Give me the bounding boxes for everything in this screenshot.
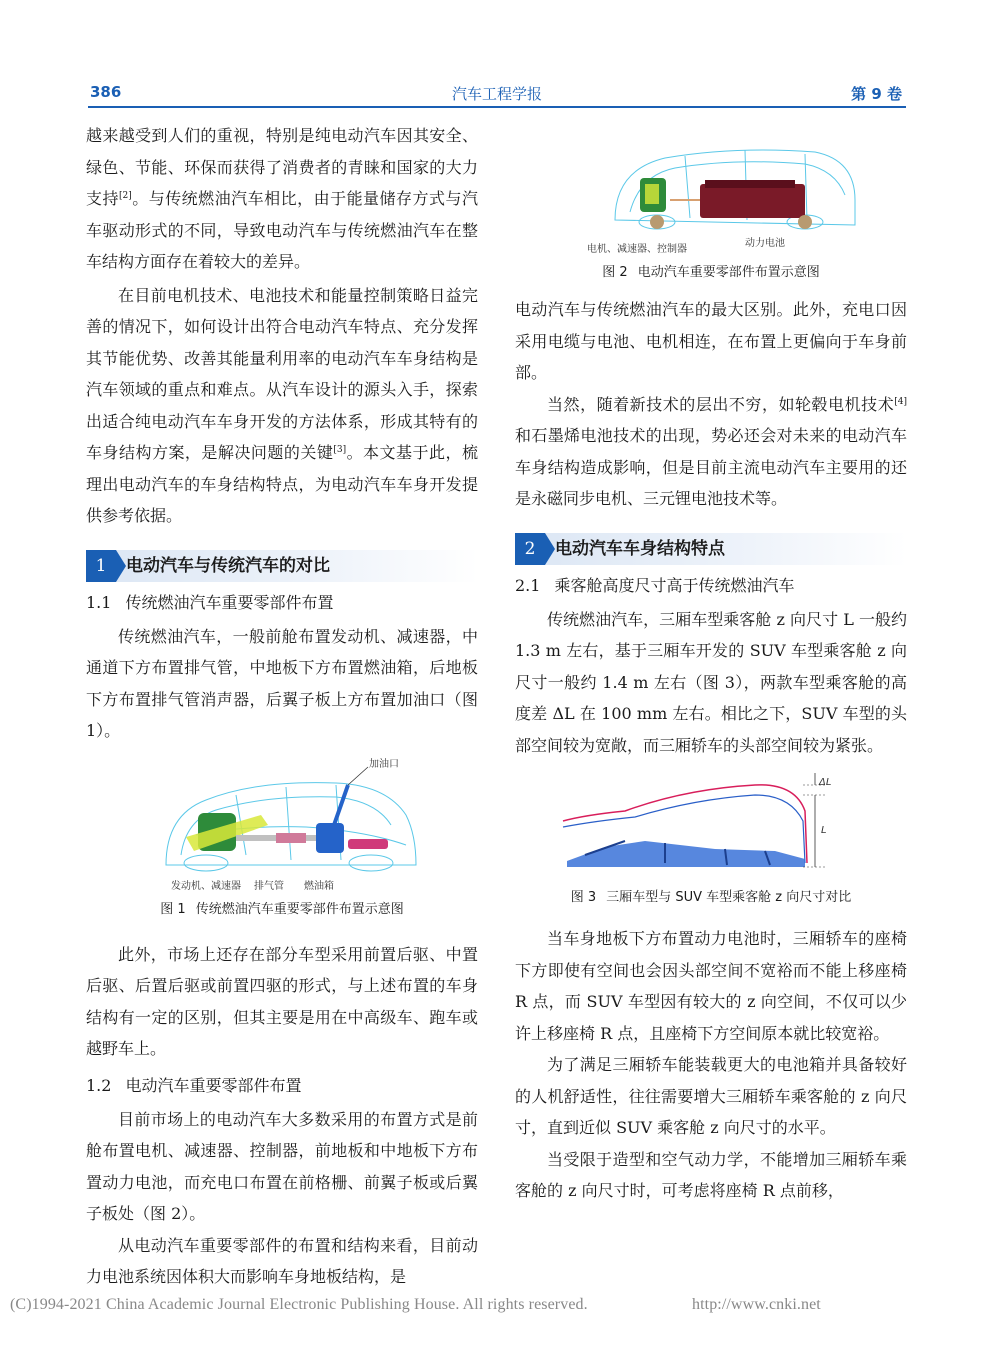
fig2-label-motor: 电机、减速器、控制器 bbox=[587, 244, 687, 255]
citation-ref[interactable]: [4] bbox=[894, 396, 907, 407]
figure-3-image bbox=[515, 771, 907, 881]
figure-1-image bbox=[86, 755, 478, 895]
paragraph: 在目前电机技术、电池技术和能量控制策略日益完善的情况下，如何设计出符合电动汽车特点、充分发挥其节能优势、改善其能量利用率的电动汽车车身结构是汽车领域的重点和难点。从汽车设计的源头入手，探索出适合纯电动汽车车身开发的方法体系，形成其特有的车身结构方案，是解决问题的关键[3]。本文基于此，梳理出电动汽车的车身结构特点，为电动汽车车身开发提供参考依据。 bbox=[86, 285, 478, 525]
figure-2-caption: 图 2 电动汽车重要零部件布置示意图 bbox=[602, 265, 820, 280]
battery-pack bbox=[700, 184, 805, 218]
paragraph: 此外，市场上还存在部分车型采用前置后驱、中置后驱、后置后驱或前置四驱的形式，与上述布置的车身结构有一定的区别，但其主要是用在中高级车、跑车或越野车上。 bbox=[86, 944, 478, 1058]
figure-1-caption: 图 1 传统燃油汽车重要零部件布置示意图 bbox=[160, 901, 404, 917]
journal-title: 汽车工程学报 bbox=[451, 85, 542, 103]
citation-ref[interactable]: [2] bbox=[118, 191, 132, 201]
fig2-label-battery: 动力电池 bbox=[745, 238, 785, 249]
fig3-label-l: L bbox=[821, 825, 827, 836]
figure-3 bbox=[515, 771, 907, 881]
copyright-footer bbox=[10, 1296, 982, 1314]
fig3-label-delta-l: ΔL bbox=[819, 777, 832, 788]
citation-ref[interactable]: [3] bbox=[333, 445, 347, 455]
copyright-text: (C)1994-2021 China Academic Journal Electronic Publishing House. All rights reserved. bbox=[10, 1296, 588, 1313]
paragraph: 传统燃油汽车，一般前舱布置发动机、减速器，中通道下方布置排气管，中地板下方布置燃油箱，后地板下方布置排气管消声器，后翼子板上方布置加油口（图 1）。 bbox=[86, 626, 478, 740]
fig1-label-tank: 燃油箱 bbox=[304, 880, 334, 892]
figure-3-caption: 图 3 三厢车型与 SUV 车型乘客舱 z 向尺寸对比 bbox=[570, 890, 852, 905]
left-column bbox=[86, 120, 478, 1293]
subsection-heading-2-1: 2.1 乘客舱高度尺寸高于传统燃油汽车 bbox=[515, 575, 795, 595]
section-title: 电动汽车与传统汽车的对比 bbox=[126, 555, 330, 576]
paragraph: 为了满足三厢轿车能装载更大的电池箱并具备较好的人机舒适性，往往需要增大三厢轿车乘客舱的 z 向尺寸，直到近似 SUV 乘客舱 z 向尺寸的水平。 bbox=[515, 1055, 907, 1137]
cnki-link[interactable]: http://www.cnki.net bbox=[692, 1296, 821, 1313]
section-heading-1 bbox=[86, 550, 478, 582]
figure-2 bbox=[515, 140, 907, 258]
section-number: 2 bbox=[515, 533, 545, 565]
paragraph: 当受限于造型和空气动力学，不能增加三厢轿车乘客舱的 z 向尺寸时，可考虑将座椅 R 点前移， bbox=[515, 1149, 907, 1200]
section-heading-2 bbox=[515, 533, 907, 565]
right-column bbox=[515, 140, 907, 1207]
subsection-heading-1-1: 1.1 传统燃油汽车重要零部件布置 bbox=[86, 592, 334, 612]
paragraph: 当车身地板下方布置动力电池时，三厢轿车的座椅下方即使有空间也会因头部空间不宽裕而不能上移座椅 R 点，而 SUV 车型因有较大的 z 向空间，不仅可以少许上移座椅 R 点，且座椅下方空间原本就比较宽裕。 bbox=[515, 929, 907, 1043]
volume-number: 第 9 卷 bbox=[851, 85, 902, 103]
paragraph: 当然，随着新技术的层出不穷，如轮毂电机技术[4]和石墨烯电池技术的出现，势必还会对未来的电动汽车车身结构造成影响，但是目前主流电动汽车主要用的还是永磁同步电机、三元锂电池技术等。 bbox=[515, 394, 907, 508]
running-header bbox=[88, 82, 906, 108]
fig1-label-engine: 发动机、减速器 bbox=[171, 880, 241, 892]
paragraph: 目前市场上的电动汽车大多数采用的布置方式是前舱布置电机、减速器、控制器，前地板和中地板下方布置动力电池，而充电口布置在前格栅、前翼子板或后翼子板处（图 2）。 bbox=[86, 1109, 478, 1223]
page-number: 386 bbox=[90, 83, 122, 101]
fuel-tank bbox=[316, 823, 344, 853]
section-number: 1 bbox=[86, 550, 116, 582]
subsection-heading-1-2: 1.2 电动汽车重要零部件布置 bbox=[86, 1075, 302, 1095]
figure-2-image bbox=[515, 140, 907, 258]
fig1-label-fuel-port: 加油口 bbox=[369, 758, 399, 770]
fig1-label-exhaust: 排气管 bbox=[254, 880, 284, 892]
figure-1 bbox=[86, 755, 478, 895]
paragraph: 越来越受到人们的重视，特别是纯电动汽车因其安全、绿色、节能、环保而获得了消费者的青睐和国家的大力支持[2]。与传统燃油汽车相比，由于能量储存方式与汽车驱动形式的不同，导致电动汽车与传统燃油汽车在整车结构方面存在着较大的差异。 bbox=[86, 126, 478, 271]
paragraph: 电动汽车与传统燃油汽车的最大区别。此外，充电口因采用电缆与电池、电机相连，在布置上更偏向于车身前部。 bbox=[515, 300, 907, 382]
paragraph: 从电动汽车重要零部件的布置和结构来看，目前动力电池系统因体积大而影响车身地板结构，是 bbox=[86, 1235, 478, 1286]
paragraph: 传统燃油汽车，三厢车型乘客舱 z 向尺寸 L 一般约 1.3 m 左右，基于三厢车开发的 SUV 车型乘客舱 z 向尺寸一般约 1.4 m 左右（图 3），两款车型乘客舱的高度差 ΔL 在 100 mm 左右。相比之下，SUV 车型的头部空间较为宽敞，而三厢轿车的头部空间较为紧张。 bbox=[515, 609, 907, 755]
section-title: 电动汽车车身结构特点 bbox=[555, 538, 725, 559]
